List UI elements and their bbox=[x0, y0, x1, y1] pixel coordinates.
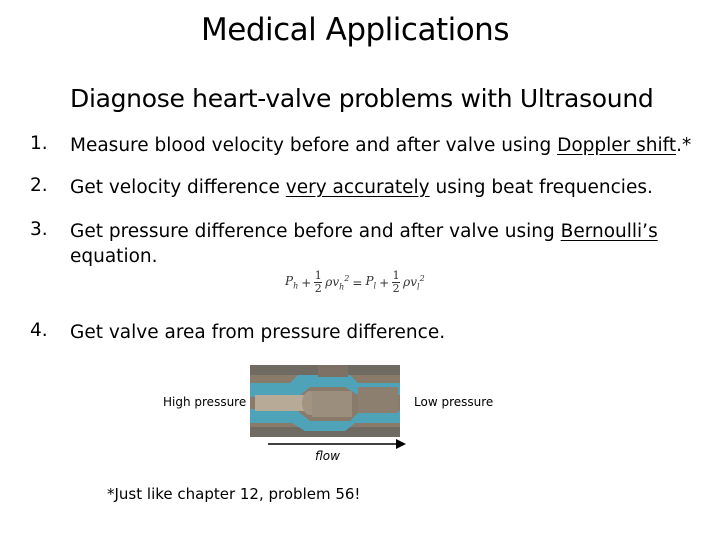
item-text-line2: equation. bbox=[70, 246, 158, 267]
eq-rho-v-h: $\rho v_h^2$ bbox=[325, 273, 350, 292]
eq-plus-2: + bbox=[379, 275, 390, 290]
item-text-post: .* bbox=[676, 135, 692, 156]
item-number: 4. bbox=[30, 320, 48, 341]
bernoulli-link: Bernoulli’s bbox=[560, 221, 658, 242]
eq-plus-1: + bbox=[301, 275, 312, 290]
item-text bbox=[70, 175, 653, 200]
slide-subtitle: Diagnose heart-valve problems with Ultrasound bbox=[70, 84, 654, 113]
high-pressure-label: High pressure bbox=[163, 395, 247, 409]
item-text: Get valve area from pressure difference. bbox=[70, 322, 446, 343]
flow-label: flow bbox=[315, 449, 340, 463]
item-number: 2. bbox=[30, 175, 48, 196]
item-text bbox=[70, 219, 658, 269]
bernoulli-equation bbox=[285, 270, 425, 295]
item-text-pre: Get velocity difference bbox=[70, 177, 286, 198]
valve-cutaway-image bbox=[250, 365, 400, 437]
item-number: 3. bbox=[30, 219, 48, 240]
item-text bbox=[70, 133, 691, 158]
item-text-pre: Get pressure difference before and after valve using bbox=[70, 221, 561, 242]
item-number: 1. bbox=[30, 133, 48, 154]
footnote: *Just like chapter 12, problem 56! bbox=[107, 485, 361, 503]
eq-equals: = bbox=[352, 275, 363, 290]
very-accurately-text: very accurately bbox=[285, 177, 430, 198]
eq-p-l: $P_l$ bbox=[365, 274, 377, 291]
eq-half-1: $\frac{1}{2}$ bbox=[314, 269, 322, 295]
item-text-post: using beat frequencies. bbox=[429, 177, 653, 198]
low-pressure-label: Low pressure bbox=[414, 395, 494, 409]
doppler-shift-link: Doppler shift bbox=[557, 135, 677, 156]
eq-p-h: $P_h$ bbox=[285, 274, 299, 291]
eq-rho-v-l: $\rho v_l^2$ bbox=[403, 273, 425, 292]
eq-half-2: $\frac{1}{2}$ bbox=[392, 269, 400, 295]
item-text-pre: Measure blood velocity before and after valve using bbox=[70, 135, 558, 156]
slide-title: Medical Applications bbox=[201, 12, 509, 48]
